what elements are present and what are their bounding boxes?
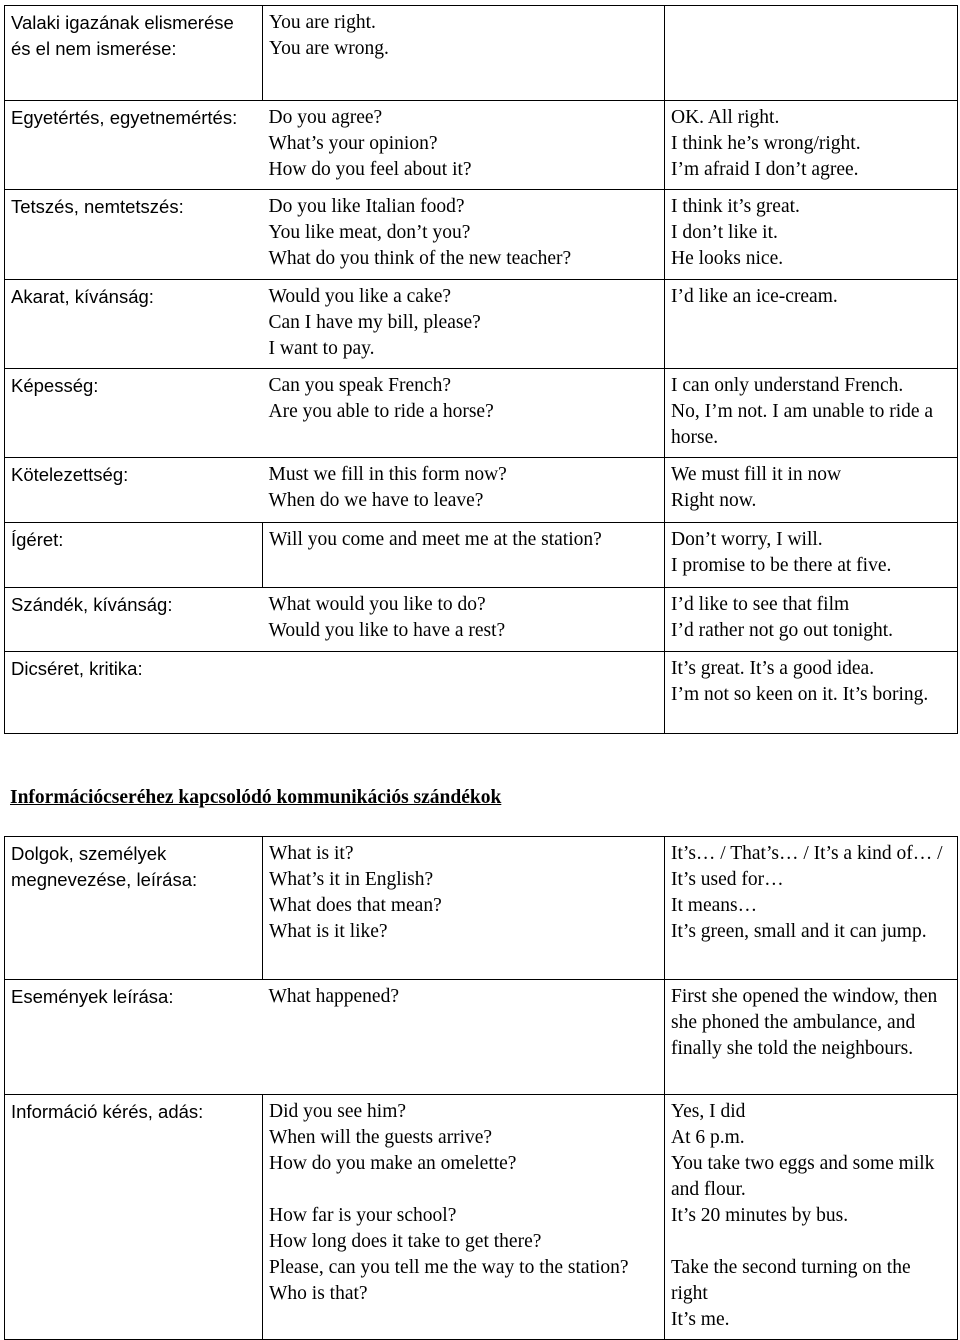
answer-cell xyxy=(665,190,958,280)
question-cell xyxy=(263,1095,665,1340)
answer-line: I think it’s great. xyxy=(671,196,800,217)
question-line: How long does it take to get there? xyxy=(269,1231,542,1252)
question-line: How do you feel about it? xyxy=(268,159,472,180)
answer-line: It’s great. It’s a good idea. xyxy=(671,658,875,679)
answer-cell xyxy=(665,652,958,734)
phrases-table-2 xyxy=(4,836,958,1340)
question-cell xyxy=(263,458,665,523)
table-row xyxy=(5,980,958,1095)
table-row xyxy=(5,101,958,190)
answer-line: I’m not so keen on it. It’s boring. xyxy=(671,684,929,705)
category-cell: Tetszés, nemtetszés: xyxy=(5,190,263,280)
answer-cell xyxy=(665,280,958,369)
question-line: What would you like to do? xyxy=(268,594,486,615)
table-row xyxy=(5,588,958,652)
answer-line: I’d like to see that film xyxy=(671,594,850,615)
question-cell xyxy=(263,101,665,190)
question-cell xyxy=(263,6,665,101)
question-line: When will the guests arrive? xyxy=(269,1127,493,1148)
answer-line: At 6 p.m. xyxy=(671,1127,745,1148)
question-line: Do you agree? xyxy=(268,107,383,128)
question-cell xyxy=(263,523,665,588)
table-row xyxy=(5,652,958,734)
question-cell xyxy=(263,837,665,980)
question-cell xyxy=(263,652,665,734)
table-row xyxy=(5,190,958,280)
table-row xyxy=(5,837,958,980)
question-line: What’s your opinion? xyxy=(268,133,438,154)
answer-line: Yes, I did xyxy=(671,1101,746,1122)
question-line: Will you come and meet me at the station? xyxy=(269,529,602,550)
category-cell: Események leírása: xyxy=(5,980,263,1095)
table-row xyxy=(5,1095,958,1340)
answer-line: I can only understand French. xyxy=(671,375,904,396)
question-line: Are you able to ride a horse? xyxy=(268,401,494,422)
answer-line: I promise to be there at five. xyxy=(671,555,892,576)
question-line: What is it like? xyxy=(269,921,388,942)
question-line: Do you like Italian food? xyxy=(268,196,465,217)
category-cell: Információ kérés, adás: xyxy=(5,1095,263,1340)
answer-line: Don’t worry, I will. xyxy=(671,529,823,550)
question-line: Must we fill in this form now? xyxy=(268,464,507,485)
category-cell: Szándék, kívánság: xyxy=(5,588,263,652)
answer-cell xyxy=(665,1095,958,1340)
table-row xyxy=(5,280,958,369)
answer-line: I don’t like it. xyxy=(671,222,778,243)
question-line: Can you speak French? xyxy=(268,375,451,396)
question-line: You are right. xyxy=(269,12,376,33)
category-cell: Valaki igazának elismerése és el nem ismerése: xyxy=(5,6,263,101)
category-cell: Dolgok, személyek megnevezése, leírása: xyxy=(5,837,263,980)
question-line: When do we have to leave? xyxy=(268,490,484,511)
question-line: You are wrong. xyxy=(269,38,389,59)
answer-line: It’s… / That’s… / It’s a kind of… / It’s used for… xyxy=(671,843,948,890)
answer-line: I’d like an ice-cream. xyxy=(671,286,838,307)
question-line: Did you see him? xyxy=(269,1101,407,1122)
category-cell: Ígéret: xyxy=(5,523,263,588)
question-line: Would you like to have a rest? xyxy=(268,620,506,641)
question-cell xyxy=(263,190,665,280)
question-line: What happened? xyxy=(268,986,399,1007)
phrases-table-1 xyxy=(4,5,958,734)
question-line: I want to pay. xyxy=(268,338,375,359)
answer-line: Right now. xyxy=(671,490,757,511)
question-line: How far is your school? xyxy=(269,1205,457,1226)
category-cell: Dicséret, kritika: xyxy=(5,652,263,734)
answer-line: It means… xyxy=(671,895,758,916)
question-line: Can I have my bill, please? xyxy=(268,312,481,333)
answer-cell xyxy=(665,523,958,588)
answer-line: Take the second turning on the right xyxy=(671,1257,916,1304)
question-line: Who is that? xyxy=(269,1283,368,1304)
table-row xyxy=(5,458,958,523)
question-line: Would you like a cake? xyxy=(268,286,452,307)
question-line: Please, can you tell me the way to the station? xyxy=(269,1257,629,1278)
answer-line: You take two eggs and some milk and flour. xyxy=(671,1153,940,1200)
answer-cell xyxy=(665,369,958,458)
answer-cell xyxy=(665,837,958,980)
question-line: What is it? xyxy=(269,843,354,864)
category-cell: Egyetértés, egyetnemértés: xyxy=(5,101,263,190)
category-cell: Akarat, kívánság: xyxy=(5,280,263,369)
answer-line: It’s 20 minutes by bus. xyxy=(671,1205,849,1226)
answer-line: No, I’m not. I am unable to ride a horse. xyxy=(671,401,938,448)
question-line: How do you make an omelette? xyxy=(269,1153,517,1174)
answer-cell xyxy=(665,6,958,101)
answer-cell xyxy=(665,980,958,1095)
question-line: What’s it in English? xyxy=(269,869,434,890)
answer-line: I’d rather not go out tonight. xyxy=(671,620,894,641)
answer-cell xyxy=(665,458,958,523)
answer-cell xyxy=(665,588,958,652)
question-cell xyxy=(263,369,665,458)
category-cell: Képesség: xyxy=(5,369,263,458)
answer-line: It’s me. xyxy=(671,1309,730,1330)
question-line: What do you think of the new teacher? xyxy=(268,248,572,269)
answer-line: He looks nice. xyxy=(671,248,784,269)
question-line: You like meat, don’t you? xyxy=(268,222,471,243)
answer-line: It’s green, small and it can jump. xyxy=(671,921,927,942)
answer-cell xyxy=(665,101,958,190)
table-row xyxy=(5,369,958,458)
answer-line: I think he’s wrong/right. xyxy=(671,133,861,154)
category-cell: Kötelezettség: xyxy=(5,458,263,523)
table-row xyxy=(5,6,958,101)
answer-line: First she opened the window, then she phoned the ambulance, and finally she told the neighbours. xyxy=(671,986,943,1059)
question-cell xyxy=(263,588,665,652)
answer-line: I’m afraid I don’t agree. xyxy=(671,159,859,180)
section-heading: Információcseréhez kapcsolódó kommunikációs szándékok xyxy=(10,787,502,808)
table-row xyxy=(5,523,958,588)
question-cell xyxy=(263,980,665,1095)
answer-line: We must fill it in now xyxy=(671,464,842,485)
question-line: What does that mean? xyxy=(269,895,442,916)
answer-line: OK. All right. xyxy=(671,107,780,128)
question-cell xyxy=(263,280,665,369)
